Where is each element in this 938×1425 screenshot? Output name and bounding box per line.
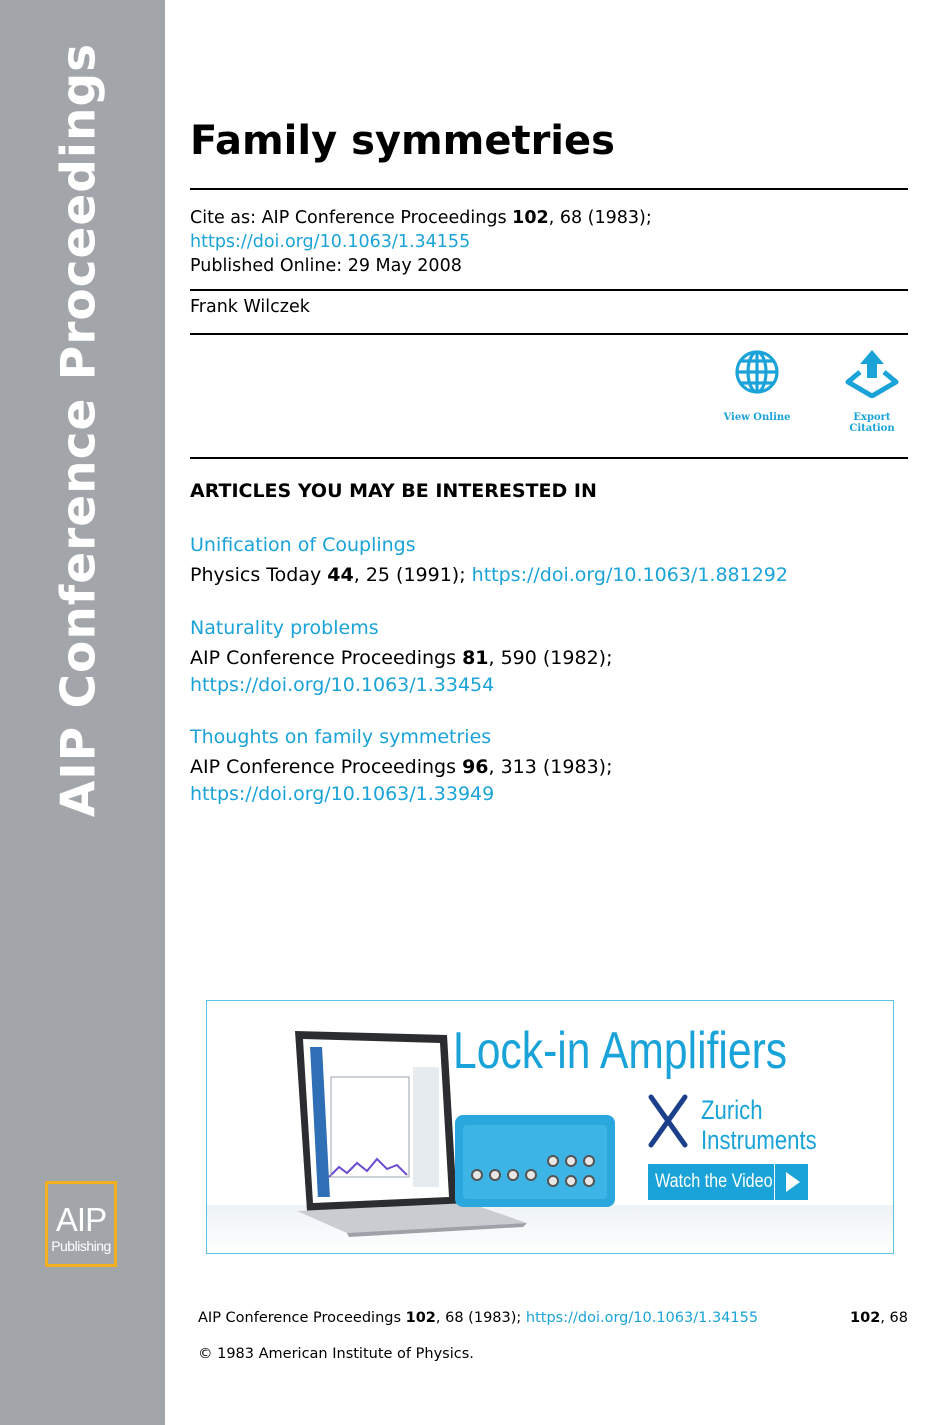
related-article [190,615,750,699]
related-journal: AIP Conference Proceedings [190,647,463,669]
sidebar [0,0,165,1425]
author-name: Frank Wilczek [190,297,310,317]
related-article-reference [190,645,750,699]
related-rest: , 25 (1991); [353,564,472,586]
divider [190,289,908,291]
related-rest: , 313 (1983); [488,756,613,778]
logo-top-text: AIP [55,1201,107,1238]
view-online-label: View Online [723,412,791,423]
article-title: Family symmetries [190,118,615,164]
related-article-title-link[interactable]: Naturality problems [190,617,379,639]
aip-publishing-logo[interactable] [45,1181,117,1267]
copyright-notice: © 1983 American Institute of Physics. [198,1346,474,1362]
related-volume: 81 [462,647,489,669]
related-article-reference [190,754,750,808]
zurich-logo-icon [647,1093,689,1149]
related-journal: Physics Today [190,564,328,586]
footer-journal: AIP Conference Proceedings [198,1310,406,1326]
footer-page-rest: , 68 [880,1310,908,1326]
mfli-device-image [453,1111,623,1211]
page-footer [198,1310,908,1326]
related-article [190,532,908,589]
logo-bottom-text: Publishing [51,1238,111,1254]
footer-rest: , 68 (1983); [435,1310,526,1326]
cite-doi-link[interactable]: https://doi.org/10.1063/1.34155 [190,232,471,252]
related-volume: 44 [327,564,354,586]
divider [190,188,908,190]
related-doi-link[interactable]: https://doi.org/10.1063/1.881292 [471,564,788,586]
citation-block [190,206,790,278]
play-icon [774,1164,808,1200]
divider [190,333,908,335]
published-date: Published Online: 29 May 2008 [190,256,462,276]
footer-page-volume: 102 [850,1310,881,1326]
related-journal: AIP Conference Proceedings [190,756,463,778]
export-icon [844,348,900,398]
cite-rest: , 68 (1983); [548,208,652,228]
footer-page-number [850,1310,908,1326]
export-citation-button[interactable] [832,348,912,434]
related-doi-link[interactable]: https://doi.org/10.1063/1.33454 [190,674,495,696]
watch-video-button[interactable] [648,1164,808,1200]
globe-icon [733,348,781,396]
footer-volume: 102 [405,1310,436,1326]
ad-brand-line: Instruments [701,1125,817,1155]
ad-brand [701,1095,817,1155]
advertisement-banner[interactable] [206,1000,894,1254]
related-volume: 96 [462,756,489,778]
cite-prefix: Cite as: AIP Conference Proceedings [190,208,513,228]
footer-doi-link[interactable]: https://doi.org/10.1063/1.34155 [525,1310,759,1326]
cite-volume: 102 [512,208,549,228]
ad-brand-line: Zurich [701,1095,763,1125]
export-citation-label: Export Citation [849,412,895,434]
divider [190,457,908,459]
watch-video-label: Watch the Video [655,1171,773,1192]
sidebar-title: AIP Conference Proceedings [51,42,107,818]
related-article [190,724,750,808]
ad-headline: Lock-in Amplifiers [453,1022,788,1080]
related-article-title-link[interactable]: Thoughts on family symmetries [190,726,492,748]
related-articles-heading: ARTICLES YOU MAY BE INTERESTED IN [190,480,597,502]
view-online-button[interactable] [718,348,796,423]
related-rest: , 590 (1982); [488,647,613,669]
related-article-title-link[interactable]: Unification of Couplings [190,534,416,556]
related-article-reference [190,562,908,589]
related-doi-link[interactable]: https://doi.org/10.1063/1.33949 [190,783,495,805]
